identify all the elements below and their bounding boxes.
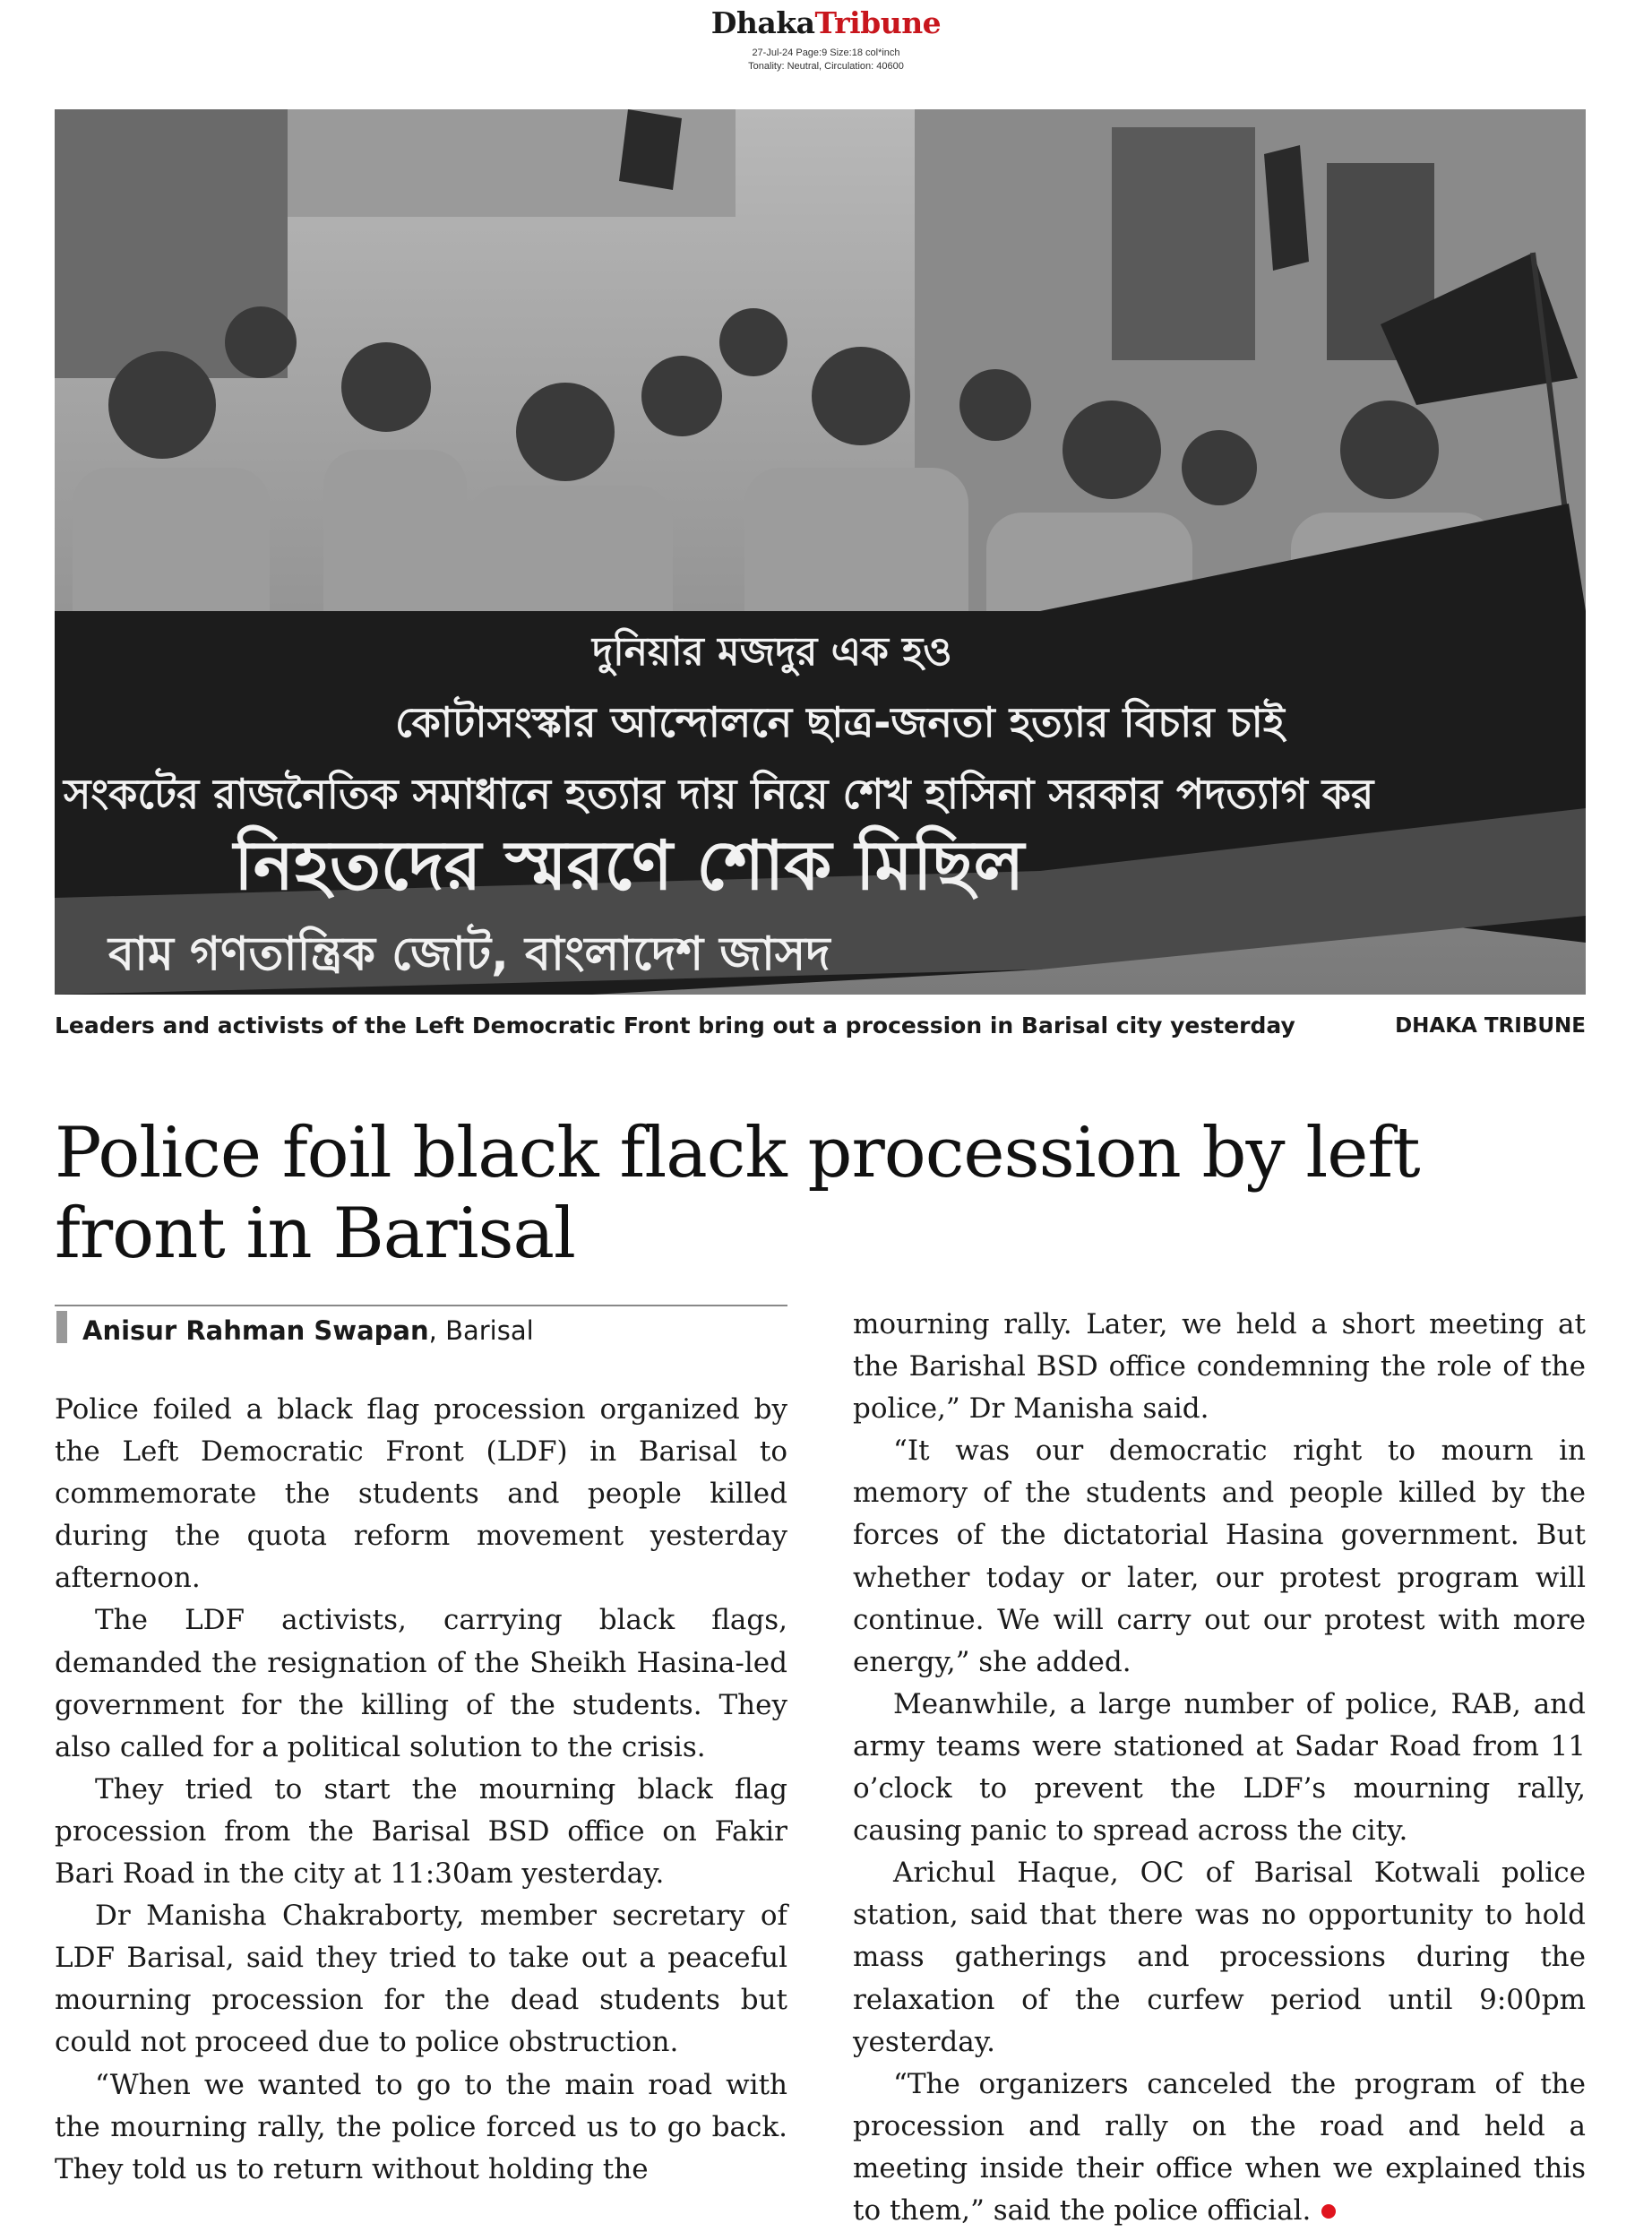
paragraph: Police foiled a black flag procession organized by the Left Democratic Front (LDF) in Barisal to commemorate the students and people killed during the quota reform movement yesterday afternoon. (55, 1393, 787, 1595)
end-mark-icon (1321, 2204, 1336, 2219)
clipping-meta-line: 27-Jul-24 Page:9 Size:18 col*inch (752, 47, 900, 58)
banner-text: নিহতদের স্মরণে শোক মিছিল (234, 825, 1025, 905)
paragraph-last: “The organizers canceled the program of the procession and rally on the road and held a meeting inside their office when we explained this to them,” said the police official. (853, 2067, 1586, 2227)
author-location: , Barisal (428, 1315, 534, 1346)
article-column-1 (55, 1389, 787, 2191)
photo-caption: Leaders and activists of the Left Democratic Front bring out a procession in Barisal city yesterday (55, 1013, 1295, 1038)
paragraph: Dr Manisha Chakraborty, member secretary of LDF Barisal, said they tried to take out a peaceful mourning procession for the dead students but could not proceed due to police obstruction. (55, 1900, 787, 2059)
paragraph: mourning rally. Later, we held a short meeting at the Barishal BSD office condemning the role of the police,” Dr Manisha said. (853, 1308, 1586, 1426)
paragraph: They tried to start the mourning black flag procession from the Barisal BSD office on Fakir Bari Road in the city at 11:30am yesterday. (55, 1772, 787, 1891)
banner-text: কোটাসংস্কার আন্দোলনে ছাত্র-জনতা হত্যার বিচার চাই (395, 698, 1285, 746)
paragraph: Arichul Haque, OC of Barisal Kotwali police station, said that there was no opportunity to hold mass gatherings and processions during the relaxation of the curfew period until 9:00pm yesterday. (853, 1857, 1586, 2058)
article-column-2 (853, 1304, 1586, 2232)
paragraph: The LDF activists, carrying black flags, demanded the resignation of the Sheikh Hasina-led government for the killing of the students. They also called for a political solution to the crisis. (55, 1604, 787, 1763)
news-photo (55, 109, 1586, 995)
article-headline: Police foil black flack procession by left front in Barisal (55, 1113, 1420, 1274)
banner-text: বাম গণতান্ত্রিক জোট, বাংলাদেশ জাসদ (108, 927, 830, 981)
banner-text: সংকটের রাজনৈতিক সমাধানে হত্যার দায় নিয়ে শেখ হাসিনা সরকার পদত্যাগ কর (64, 770, 1374, 818)
clipping-meta-line: Tonality: Neutral, Circulation: 40600 (748, 61, 904, 72)
newspaper-logo: DhakaTribune (710, 5, 942, 40)
byline-rule (55, 1305, 787, 1306)
byline (82, 1315, 534, 1346)
paragraph: “It was our democratic right to mourn in memory of the students and people killed by the forces of the dictatorial Hasina government. But whether today or later, our protest program will continue. We will carry out our protest with more energy,” she added. (853, 1435, 1586, 1678)
paragraph: “When we wanted to go to the main road with the mourning rally, the police forced us to go back. They told us to return without holding the (55, 2068, 787, 2185)
photo-credit: DHAKA TRIBUNE (1395, 1014, 1586, 1038)
banner-text: দুনিয়ার মজদুর এক হও (592, 629, 952, 675)
paragraph: Meanwhile, a large number of police, RAB, and army teams were stationed at Sadar Road from 11 o’clock to prevent the LDF’s mourning rally, causing panic to spread across the city. (853, 1687, 1586, 1848)
author-name: Anisur Rahman Swapan (82, 1315, 429, 1346)
byline-bar (56, 1311, 67, 1343)
